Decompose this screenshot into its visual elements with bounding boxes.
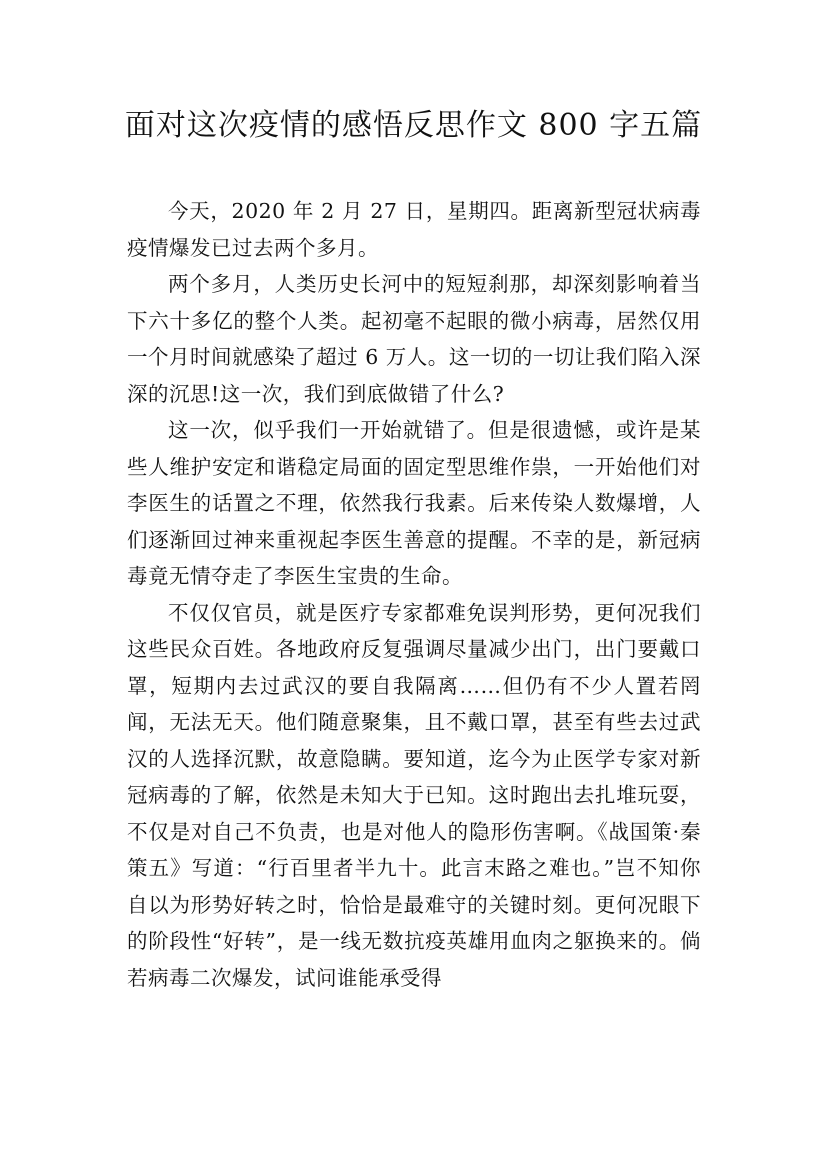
paragraph-3: 这一次，似乎我们一开始就错了。但是很遗憾，或许是某些人维护安定和谐稳定局面的固定型思维作祟，一开始他们对李医生的话置之不理，依然我行我素。后来传染人数爆增，人们逐渐回过神来重视起李医生善意的提醒。不幸的是，新冠病毒竟无情夺走了李医生宝贵的生命。 — [127, 418, 701, 588]
document-title: 面对这次疫情的感悟反思作文 800 字五篇 — [124, 108, 703, 143]
paragraph-4: 不仅仅官员，就是医疗专家都难免误判形势，更何况我们这些民众百姓。各地政府反复强调尽量减少出门，出门要戴口罩，短期内去过武汉的要自我隔离……但仍有不少人置若罔闻，无法无天。他们随意聚集，且不戴口罩，甚至有些去过武汉的人选择沉默，故意隐瞒。要知道，迄今为止医学专家对新冠病毒的了解，依然是未知大于已知。这时跑出去扎堆玩耍，不仅是对自己不负责，也是对他人的隐形伤害啊。《战国策·秦策五》写道：“行百里者半九十。此言末路之难也。”岂不知你自以为形势好转之时，恰恰是最难守的关键时刻。更何况眼下的阶段性“好转”，是一线无数抗疫英雄用血肉之躯换来的。倘若病毒二次爆发，试问谁能承受得 — [127, 600, 701, 990]
paragraph-1: 今天，2020 年 2 月 27 日，星期四。距离新型冠状病毒疫情爆发已过去两个多月。 — [127, 199, 701, 260]
paragraph-2: 两个多月，人类历史长河中的短短刹那，却深刻影响着当下六十多亿的整个人类。起初毫不起眼的微小病毒，居然仅用一个月时间就感染了超过 6 万人。这一切的一切让我们陷入深深的沉思!这一次，我们到底做错了什么? — [127, 272, 701, 406]
document-body — [127, 193, 701, 996]
